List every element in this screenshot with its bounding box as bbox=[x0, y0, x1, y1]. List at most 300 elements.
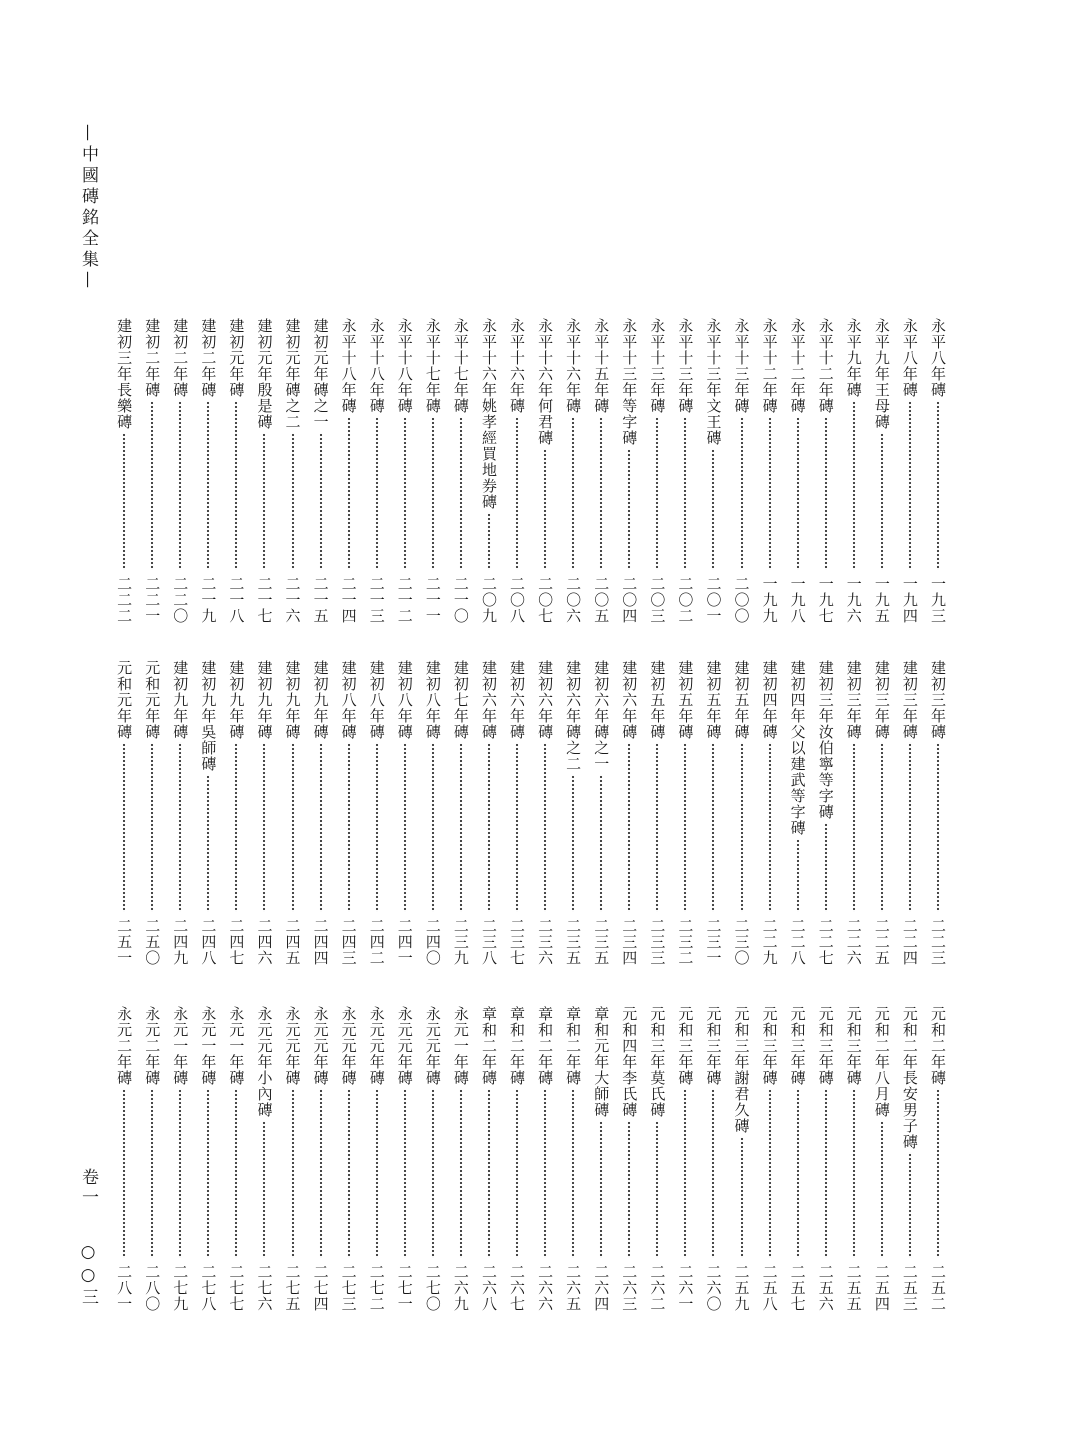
entry-title: 建初二年磚 bbox=[199, 318, 218, 398]
toc-entry bbox=[924, 1006, 952, 1312]
entry-page-number: 一九三 bbox=[928, 576, 947, 624]
entry-title: 建初五年磚 bbox=[704, 660, 723, 740]
toc-entry bbox=[363, 1006, 391, 1312]
entry-page-number: 二七四 bbox=[311, 1264, 330, 1312]
entry-page-number: 二二九 bbox=[760, 918, 779, 966]
entry-page-number: 二七一 bbox=[395, 1264, 414, 1312]
dot-leader bbox=[562, 775, 584, 912]
dot-leader bbox=[282, 1089, 304, 1258]
entry-page-number: 二一四 bbox=[339, 576, 358, 624]
entry-title: 建初九年磚 bbox=[171, 660, 190, 740]
dot-leader bbox=[927, 1089, 949, 1258]
dot-leader bbox=[478, 743, 500, 912]
entry-title: 建初元年磚 bbox=[227, 318, 246, 398]
dot-leader bbox=[141, 401, 163, 570]
toc-entry bbox=[250, 1006, 278, 1312]
dot-leader bbox=[843, 1089, 865, 1258]
entry-page-number: 二五六 bbox=[816, 1264, 835, 1312]
dot-leader bbox=[225, 401, 247, 570]
toc-entry bbox=[924, 660, 952, 966]
toc-entry bbox=[728, 660, 756, 966]
toc-entry bbox=[475, 318, 503, 624]
toc-entry-list bbox=[110, 1006, 952, 1312]
dot-leader bbox=[618, 449, 640, 570]
entry-title: 建初七年磚 bbox=[451, 660, 470, 740]
toc-entry bbox=[699, 660, 727, 966]
entry-title: 元和四年李氏磚 bbox=[620, 1006, 639, 1118]
entry-title: 元和三年磚 bbox=[760, 1006, 779, 1086]
toc-entry bbox=[587, 318, 615, 624]
toc-entry bbox=[194, 318, 222, 624]
toc-entry bbox=[391, 1006, 419, 1312]
dot-leader bbox=[534, 1089, 556, 1258]
dot-leader bbox=[702, 1089, 724, 1258]
toc-entry bbox=[559, 1006, 587, 1312]
toc-entry bbox=[643, 318, 671, 624]
entry-title: 永平十八年磚 bbox=[367, 318, 386, 414]
dot-leader bbox=[141, 743, 163, 912]
dot-leader bbox=[450, 417, 472, 570]
toc-entry bbox=[896, 318, 924, 624]
entry-page-number: 二二四 bbox=[900, 918, 919, 966]
dot-leader bbox=[394, 1089, 416, 1258]
dot-leader bbox=[646, 1121, 668, 1258]
entry-page-number: 二五四 bbox=[872, 1264, 891, 1312]
entry-page-number: 二三六 bbox=[536, 918, 555, 966]
toc-band-2 bbox=[110, 660, 952, 966]
toc-entry bbox=[335, 660, 363, 966]
entry-title: 永平九年磚 bbox=[844, 318, 863, 398]
entry-title: 永平九年王母磚 bbox=[872, 318, 891, 430]
dot-leader bbox=[310, 433, 332, 570]
toc-entry bbox=[812, 318, 840, 624]
toc-entry-list bbox=[110, 318, 952, 624]
entry-page-number: 二二三 bbox=[928, 918, 947, 966]
dot-leader bbox=[815, 417, 837, 570]
entry-page-number: 二四四 bbox=[311, 918, 330, 966]
entry-title: 建初九年磚 bbox=[283, 660, 302, 740]
toc-entry bbox=[419, 1006, 447, 1312]
entry-page-number: 二七七 bbox=[227, 1264, 246, 1312]
entry-page-number: 二一五 bbox=[311, 576, 330, 624]
dot-leader bbox=[618, 743, 640, 912]
dot-leader bbox=[562, 1089, 584, 1258]
entry-page-number: 二六四 bbox=[592, 1264, 611, 1312]
entry-page-number: 二一三 bbox=[367, 576, 386, 624]
dot-leader bbox=[197, 775, 219, 912]
toc-entry bbox=[587, 660, 615, 966]
dot-leader bbox=[394, 417, 416, 570]
toc-entry bbox=[279, 660, 307, 966]
entry-page-number: 二四八 bbox=[199, 918, 218, 966]
entry-title: 元和三年磚 bbox=[816, 1006, 835, 1086]
entry-page-number: 二〇五 bbox=[592, 576, 611, 624]
entry-page-number: 二四〇 bbox=[423, 918, 442, 966]
entry-page-number: 二四六 bbox=[255, 918, 274, 966]
dot-leader bbox=[338, 1089, 360, 1258]
dot-leader bbox=[899, 743, 921, 912]
entry-title: 章和二年磚 bbox=[479, 1006, 498, 1086]
entry-page-number: 二二五 bbox=[872, 918, 891, 966]
entry-page-number: 二一一 bbox=[423, 576, 442, 624]
entry-page-number: 二四五 bbox=[283, 918, 302, 966]
entry-title: 永平十三年磚 bbox=[676, 318, 695, 414]
toc-entry bbox=[840, 660, 868, 966]
toc-entry bbox=[896, 1006, 924, 1312]
entry-page-number: 二一二 bbox=[395, 576, 414, 624]
book-title-header: —中國磚銘全集— bbox=[78, 124, 98, 292]
toc-entry bbox=[671, 318, 699, 624]
entry-title: 建初元年磚之二 bbox=[283, 318, 302, 430]
entry-page-number: 二三九 bbox=[451, 918, 470, 966]
entry-page-number: 二八一 bbox=[115, 1264, 134, 1312]
entry-title: 元和二年八月磚 bbox=[872, 1006, 891, 1118]
entry-page-number: 二〇九 bbox=[479, 576, 498, 624]
entry-title: 建初九年吳師磚 bbox=[199, 660, 218, 772]
entry-page-number: 二〇四 bbox=[620, 576, 639, 624]
toc-entry bbox=[307, 1006, 335, 1312]
dot-leader bbox=[113, 1089, 135, 1258]
entry-page-number: 二二一 bbox=[143, 576, 162, 624]
entry-page-number: 二三八 bbox=[479, 918, 498, 966]
entry-page-number: 二四三 bbox=[339, 918, 358, 966]
dot-leader bbox=[731, 417, 753, 570]
entry-page-number: 二七九 bbox=[171, 1264, 190, 1312]
entry-title: 建初元年殷是磚 bbox=[255, 318, 274, 430]
entry-page-number: 二八〇 bbox=[143, 1264, 162, 1312]
entry-page-number: 二五九 bbox=[732, 1264, 751, 1312]
entry-page-number: 二二八 bbox=[788, 918, 807, 966]
entry-page-number: 二三四 bbox=[620, 918, 639, 966]
entry-page-number: 二四七 bbox=[227, 918, 246, 966]
dot-leader bbox=[871, 1121, 893, 1258]
entry-page-number: 二〇二 bbox=[676, 576, 695, 624]
entry-title: 永平十七年磚 bbox=[423, 318, 442, 414]
entry-title: 建初三年磚 bbox=[928, 660, 947, 740]
entry-title: 永平十二年磚 bbox=[788, 318, 807, 414]
toc-entry bbox=[222, 1006, 250, 1312]
toc-entry-list bbox=[110, 660, 952, 966]
dot-leader bbox=[759, 417, 781, 570]
toc-entry bbox=[335, 1006, 363, 1312]
toc-entry bbox=[699, 1006, 727, 1312]
toc-entry bbox=[279, 1006, 307, 1312]
toc-entry bbox=[475, 1006, 503, 1312]
entry-title: 建初二年磚 bbox=[143, 318, 162, 398]
dot-leader bbox=[310, 743, 332, 912]
entry-page-number: 二七三 bbox=[339, 1264, 358, 1312]
entry-page-number: 二三三 bbox=[648, 918, 667, 966]
dot-leader bbox=[253, 743, 275, 912]
entry-title: 永元元年磚 bbox=[395, 1006, 414, 1086]
dot-leader bbox=[843, 743, 865, 912]
dot-leader bbox=[843, 401, 865, 570]
dot-leader bbox=[562, 417, 584, 570]
dot-leader bbox=[478, 513, 500, 570]
entry-page-number: 二一六 bbox=[283, 576, 302, 624]
entry-title: 元和三年磚 bbox=[844, 1006, 863, 1086]
toc-entry bbox=[840, 1006, 868, 1312]
entry-title: 永平十六年何君磚 bbox=[536, 318, 555, 446]
entry-page-number: 二四一 bbox=[395, 918, 414, 966]
toc-entry bbox=[138, 1006, 166, 1312]
dot-leader bbox=[787, 1089, 809, 1258]
entry-title: 建初三年磚 bbox=[872, 660, 891, 740]
entry-title: 永平十二年磚 bbox=[816, 318, 835, 414]
entry-page-number: 二〇八 bbox=[508, 576, 526, 624]
entry-page-number: 二一八 bbox=[227, 576, 246, 624]
dot-leader bbox=[169, 743, 191, 912]
toc-entry bbox=[419, 318, 447, 624]
entry-title: 永元一年磚 bbox=[199, 1006, 218, 1086]
toc-entry bbox=[615, 318, 643, 624]
toc-entry bbox=[812, 1006, 840, 1312]
entry-page-number: 一九七 bbox=[816, 576, 835, 624]
entry-page-number: 二三五 bbox=[592, 918, 611, 966]
entry-title: 建初六年磚之二 bbox=[564, 660, 583, 772]
toc-entry bbox=[138, 660, 166, 966]
toc-entry bbox=[559, 318, 587, 624]
dot-leader bbox=[338, 743, 360, 912]
entry-title: 元和三年磚 bbox=[704, 1006, 723, 1086]
entry-title: 建初五年磚 bbox=[648, 660, 667, 740]
entry-title: 永元二年磚 bbox=[115, 1006, 134, 1086]
toc-entry bbox=[194, 1006, 222, 1312]
entry-page-number: 二六〇 bbox=[704, 1264, 723, 1312]
toc-entry bbox=[840, 318, 868, 624]
dot-leader bbox=[253, 1121, 275, 1258]
toc-entry bbox=[363, 318, 391, 624]
toc-entry bbox=[587, 1006, 615, 1312]
dot-leader bbox=[197, 1089, 219, 1258]
dot-leader bbox=[759, 1089, 781, 1258]
entry-title: 永元元年磚 bbox=[283, 1006, 302, 1086]
toc-entry bbox=[391, 318, 419, 624]
entry-title: 建初六年磚之一 bbox=[592, 660, 611, 772]
dot-leader bbox=[646, 417, 668, 570]
entry-title: 永元元年磚 bbox=[339, 1006, 358, 1086]
dot-leader bbox=[871, 743, 893, 912]
toc-entry bbox=[671, 660, 699, 966]
toc-entry bbox=[812, 660, 840, 966]
volume-label: 卷一 bbox=[78, 1168, 98, 1208]
dot-leader bbox=[534, 449, 556, 570]
toc-entry bbox=[699, 318, 727, 624]
dot-leader bbox=[338, 417, 360, 570]
page-number: ○○三 bbox=[78, 1242, 98, 1308]
entry-title: 元和三年謝君久磚 bbox=[732, 1006, 751, 1134]
toc-band-1 bbox=[110, 318, 952, 624]
dot-leader bbox=[197, 401, 219, 570]
entry-title: 永元一年磚 bbox=[451, 1006, 470, 1086]
entry-title: 建初六年磚 bbox=[508, 660, 526, 740]
toc-entry bbox=[756, 1006, 784, 1312]
dot-leader bbox=[787, 839, 809, 912]
entry-page-number: 一九四 bbox=[900, 576, 919, 624]
entry-page-number: 二三一 bbox=[704, 918, 723, 966]
entry-title: 永元一年磚 bbox=[171, 1006, 190, 1086]
entry-title: 建初九年磚 bbox=[227, 660, 246, 740]
toc-entry bbox=[166, 660, 194, 966]
entry-title: 永平十二年磚 bbox=[760, 318, 779, 414]
toc-entry bbox=[166, 1006, 194, 1312]
entry-page-number: 二〇六 bbox=[564, 576, 583, 624]
entry-page-number: 二六八 bbox=[479, 1264, 498, 1312]
entry-page-number: 一九六 bbox=[844, 576, 863, 624]
entry-page-number: 二二七 bbox=[816, 918, 835, 966]
entry-title: 建初八年磚 bbox=[423, 660, 442, 740]
toc-entry bbox=[784, 1006, 812, 1312]
toc-entry bbox=[110, 318, 138, 624]
dot-leader bbox=[450, 743, 472, 912]
entry-title: 永平十六年磚 bbox=[564, 318, 583, 414]
toc-entry bbox=[166, 318, 194, 624]
toc-entry bbox=[728, 318, 756, 624]
entry-page-number: 二三七 bbox=[508, 918, 526, 966]
toc-entry bbox=[615, 1006, 643, 1312]
entry-title: 建初三年磚 bbox=[844, 660, 863, 740]
entry-title: 建初元年磚之一 bbox=[311, 318, 330, 430]
dot-leader bbox=[899, 1153, 921, 1258]
entry-page-number: 二五二 bbox=[928, 1264, 947, 1312]
entry-page-number: 二一七 bbox=[255, 576, 274, 624]
entry-title: 建初二年磚 bbox=[171, 318, 190, 398]
dot-leader bbox=[478, 1089, 500, 1258]
entry-title: 章和二年磚 bbox=[564, 1006, 583, 1086]
entry-page-number: 二七〇 bbox=[423, 1264, 442, 1312]
dot-leader bbox=[253, 433, 275, 570]
entry-title: 永元元年磚 bbox=[311, 1006, 330, 1086]
entry-title: 元和二年磚 bbox=[928, 1006, 947, 1086]
dot-leader bbox=[702, 743, 724, 912]
dot-leader bbox=[815, 823, 837, 912]
entry-title: 建初六年磚 bbox=[620, 660, 639, 740]
toc-entry bbox=[531, 318, 559, 624]
dot-leader bbox=[674, 743, 696, 912]
toc-entry bbox=[503, 1006, 531, 1312]
entry-title: 建初八年磚 bbox=[339, 660, 358, 740]
dot-leader bbox=[590, 1121, 612, 1258]
entry-title: 元和三年莫氏磚 bbox=[648, 1006, 667, 1118]
toc-entry bbox=[447, 660, 475, 966]
entry-page-number: 二五一 bbox=[115, 918, 134, 966]
dot-leader bbox=[422, 1089, 444, 1258]
dot-leader bbox=[310, 1089, 332, 1258]
entry-title: 建初五年磚 bbox=[732, 660, 751, 740]
dot-leader bbox=[674, 1089, 696, 1258]
toc-entry bbox=[363, 660, 391, 966]
entry-title: 元和元年磚 bbox=[115, 660, 134, 740]
entry-title: 永平十六年磚 bbox=[508, 318, 526, 414]
entry-title: 建初四年磚 bbox=[760, 660, 779, 740]
toc-entry bbox=[868, 318, 896, 624]
dot-leader bbox=[899, 401, 921, 570]
entry-page-number: 二六九 bbox=[451, 1264, 470, 1312]
entry-page-number: 二二六 bbox=[844, 918, 863, 966]
entry-page-number: 二七八 bbox=[199, 1264, 218, 1312]
dot-leader bbox=[450, 1089, 472, 1258]
toc-entry bbox=[307, 660, 335, 966]
toc-entry bbox=[784, 660, 812, 966]
toc-entry bbox=[756, 318, 784, 624]
dot-leader bbox=[169, 1089, 191, 1258]
entry-page-number: 二三五 bbox=[564, 918, 583, 966]
entry-title: 建初三年磚 bbox=[900, 660, 919, 740]
entry-title: 永平十三年磚 bbox=[732, 318, 751, 414]
entry-title: 永平十五年磚 bbox=[592, 318, 611, 414]
dot-leader bbox=[759, 743, 781, 912]
dot-leader bbox=[731, 743, 753, 912]
dot-leader bbox=[927, 743, 949, 912]
entry-title: 永平十八年磚 bbox=[339, 318, 358, 414]
dot-leader bbox=[674, 417, 696, 570]
entry-page-number: 二一〇 bbox=[451, 576, 470, 624]
entry-title: 章和二年磚 bbox=[536, 1006, 555, 1086]
toc-entry bbox=[531, 660, 559, 966]
entry-page-number: 二七二 bbox=[367, 1264, 386, 1312]
dot-leader bbox=[731, 1137, 753, 1258]
dot-leader bbox=[422, 743, 444, 912]
entry-title: 建初三年長樂磚 bbox=[115, 318, 134, 430]
dot-leader bbox=[141, 1089, 163, 1258]
entry-title: 永平八年磚 bbox=[900, 318, 919, 398]
entry-title: 建初八年磚 bbox=[395, 660, 414, 740]
dot-leader bbox=[282, 433, 304, 570]
dot-leader bbox=[169, 401, 191, 570]
dot-leader bbox=[394, 743, 416, 912]
entry-page-number: 二一九 bbox=[199, 576, 218, 624]
entry-page-number: 二五〇 bbox=[143, 918, 162, 966]
entry-title: 永元一年磚 bbox=[227, 1006, 246, 1086]
toc-entry bbox=[138, 318, 166, 624]
page-footer bbox=[78, 1168, 98, 1308]
entry-title: 章和二年磚 bbox=[508, 1006, 526, 1086]
toc-entry bbox=[531, 1006, 559, 1312]
entry-title: 永元元年磚 bbox=[423, 1006, 442, 1086]
dot-leader bbox=[646, 743, 668, 912]
entry-title: 元和元年磚 bbox=[143, 660, 162, 740]
entry-page-number: 二四二 bbox=[367, 918, 386, 966]
entry-page-number: 二〇七 bbox=[536, 576, 555, 624]
toc-entry bbox=[391, 660, 419, 966]
toc-band-3 bbox=[110, 1006, 952, 1312]
dot-leader bbox=[618, 1121, 640, 1258]
entry-title: 元和三年磚 bbox=[676, 1006, 695, 1086]
toc-entry bbox=[643, 1006, 671, 1312]
entry-title: 永平十三年等字磚 bbox=[620, 318, 639, 446]
toc-entry bbox=[110, 1006, 138, 1312]
dot-leader bbox=[871, 433, 893, 570]
entry-page-number: 二六五 bbox=[564, 1264, 583, 1312]
toc-entry bbox=[307, 318, 335, 624]
entry-page-number: 二五七 bbox=[788, 1264, 807, 1312]
entry-page-number: 二三〇 bbox=[732, 918, 751, 966]
entry-page-number: 一九八 bbox=[788, 576, 807, 624]
entry-title: 建初九年磚 bbox=[255, 660, 274, 740]
entry-title: 章和元年大師磚 bbox=[592, 1006, 611, 1118]
toc-entry bbox=[419, 660, 447, 966]
entry-page-number: 二〇三 bbox=[648, 576, 667, 624]
entry-title: 建初四年父以建武等字磚 bbox=[788, 660, 807, 836]
entry-title: 元和三年磚 bbox=[788, 1006, 807, 1086]
entry-page-number: 二〇一 bbox=[704, 576, 723, 624]
dot-leader bbox=[815, 1089, 837, 1258]
entry-page-number: 二六六 bbox=[536, 1264, 555, 1312]
toc-entry bbox=[671, 1006, 699, 1312]
toc-entry bbox=[559, 660, 587, 966]
dot-leader bbox=[225, 743, 247, 912]
dot-leader bbox=[113, 743, 135, 912]
